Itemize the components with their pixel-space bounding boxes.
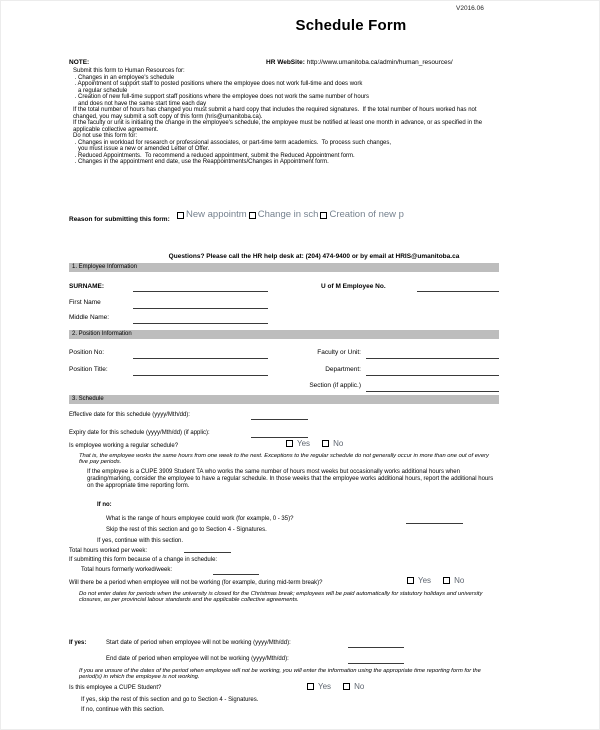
hr-website-line (266, 59, 453, 67)
section3-header: 3. Schedule (69, 395, 499, 404)
position-title-label: Position Title: (69, 366, 108, 373)
note-line: . Changes in the appointment end date, use the Reappointments/Changes in Appointment form. (73, 159, 329, 165)
first-name-field[interactable] (133, 300, 268, 309)
note-line: . Appointment of support staff to posted positions where the employee does not work full-time and does work (73, 81, 363, 87)
reason-new-appointment-checkbox[interactable] (177, 212, 184, 219)
note-line: . Changes in workload for research or professional associates, or part-time term academics. To process such changes, (73, 139, 392, 146)
nonworking-period-no-label: No (454, 576, 465, 585)
department-label: Department: (325, 366, 361, 373)
regular-schedule-yes-label: Yes (297, 439, 311, 448)
position-no-label: Position No: (69, 349, 105, 356)
cupe-student-yes-checkbox[interactable] (307, 683, 314, 690)
if-yes-continue-note: If yes, continue with this section. (97, 538, 184, 544)
note-line: . Changes in an employee's schedule (73, 74, 175, 81)
if-no-label: If no: (97, 502, 112, 508)
regular-schedule-options (286, 439, 343, 448)
reason-change-schedule-label: Change in sch (257, 209, 319, 220)
section1-header: 1. Employee Information (69, 263, 499, 272)
start-date-field[interactable] (348, 639, 404, 648)
cupe-ta-note: If the employee is a CUPE 3909 Student TA who works the same number of hours most weeks but occasionally works additional hours when grading/marking, consider the employee to have a regular schedule. In those weeks that the employee works additional hours, report the additional hours on the appropriate time reporting form. (87, 469, 494, 489)
page-title: Schedule Form (295, 17, 407, 34)
reason-change-schedule-checkbox[interactable] (249, 212, 256, 219)
position-title-field[interactable] (133, 367, 268, 376)
expiry-date-field[interactable] (251, 429, 308, 438)
start-date-label: Start date of period when employee will not be working (yyyy/Mth/dd): (106, 640, 291, 646)
note-line: . Creation of new full-time support staff positions where the employee does not work the same number of hours (73, 94, 370, 100)
cupe-no-note: If no, continue with this section. (81, 707, 165, 713)
note-line: Submit this form to Human Resources for: (73, 68, 185, 74)
end-date-label: End date of period when employee will not be working (yyyy/Mth/dd): (106, 656, 289, 662)
skip-note: Skip the rest of this section and go to Section 4 - Signatures. (106, 527, 267, 533)
total-hours-field[interactable] (184, 544, 231, 553)
section-field[interactable] (366, 383, 499, 392)
regular-schedule-yes-checkbox[interactable] (286, 440, 293, 447)
cupe-student-no-checkbox[interactable] (343, 683, 350, 690)
version-label: V2016.06 (456, 5, 484, 12)
middle-name-field[interactable] (133, 315, 268, 324)
nonworking-period-question: Will there be a period when employee will not be working (for example, during mid-term break)? (69, 580, 323, 586)
effective-date-label: Effective date for this schedule (yyyy/Mth/dd): (69, 412, 190, 418)
end-date-field[interactable] (348, 655, 404, 664)
nonworking-period-no-checkbox[interactable] (443, 577, 450, 584)
hr-website-url[interactable]: http://www.umanitoba.ca/admin/human_resources/ (306, 59, 453, 66)
reason-new-appointment-label: New appointm (186, 209, 247, 220)
hours-range-question: What is the range of hours employee could work (for example, 0 - 35)? (106, 516, 294, 522)
unsure-note: If you are unsure of the dates of the period when employee will not be working, you will enter the information using the appropriate time reporting form for the period(s) in which the employee is not working. (79, 668, 481, 681)
hr-website-label: HR WebSite: (266, 59, 305, 66)
nonworking-period-yes-checkbox[interactable] (407, 577, 414, 584)
if-yes-label: If yes: (69, 640, 87, 646)
questions-line: Questions? Please call the HR help desk at: (204) 474-9400 or by email at HRIS@umanitoba.ca (168, 253, 460, 260)
nonworking-period-options (407, 576, 464, 585)
reason-options (177, 210, 404, 220)
total-hours-label: Total hours worked per week: (69, 548, 148, 554)
hours-range-field[interactable] (406, 515, 463, 524)
faculty-unit-field[interactable] (366, 350, 499, 359)
note-line: If the faculty or unit is initiating the change in the employee's schedule, the employee must be notified at least one month in advance, or as specified in the (73, 120, 483, 126)
regular-schedule-no-label: No (333, 439, 344, 448)
former-hours-field[interactable] (213, 566, 259, 575)
note-line: Do not use this form for: (73, 133, 138, 139)
expiry-date-label: Expiry date for this schedule (yyyy/Mth/dd) (if applic): (69, 430, 210, 436)
note-label: NOTE: (69, 59, 90, 66)
cupe-student-yes-label: Yes (318, 682, 332, 691)
reason-label: Reason for submitting this form: (69, 216, 170, 223)
employee-no-label: U of M Employee No. (321, 283, 386, 290)
department-field[interactable] (366, 367, 499, 376)
cupe-student-question: Is this employee a CUPE Student? (69, 685, 162, 691)
change-in-schedule-label: If submitting this form because of a change in schedule: (69, 557, 218, 563)
note-line: applicable collective agreement. (73, 126, 159, 133)
regular-schedule-question: Is employee working a regular schedule? (69, 443, 179, 449)
middle-name-label: Middle Name: (69, 314, 110, 321)
nonworking-period-yes-label: Yes (418, 576, 432, 585)
cupe-yes-note: If yes, skip the rest of this section and go to Section 4 - Signatures. (81, 697, 259, 703)
note-line: . Reduced Appointments. To recommend a reduced appointment, submit the Reduced Appointment form. (73, 152, 355, 159)
regular-schedule-no-checkbox[interactable] (322, 440, 329, 447)
position-no-field[interactable] (133, 350, 268, 359)
note-line: a regular schedule (73, 87, 128, 94)
surname-label: SURNAME: (69, 283, 105, 290)
cupe-student-no-label: No (354, 682, 365, 691)
effective-date-field[interactable] (251, 411, 308, 420)
note-line: If the total number of hours has changed you must submit a hard copy that includes the required signatures. If the total number of hours worked has not (73, 107, 477, 113)
surname-field[interactable] (133, 283, 268, 292)
cupe-student-options (307, 682, 364, 691)
section2-header: 2. Position Information (69, 330, 499, 339)
employee-no-field[interactable] (417, 283, 499, 292)
note-line: and does not have the same start time each day (73, 100, 207, 107)
note-line: you must issue a new or amended Letter of Offer. (73, 146, 210, 152)
former-hours-label: Total hours formerly worked/week: (81, 567, 173, 573)
note-body (73, 68, 503, 166)
faculty-unit-label: Faculty or Unit: (317, 349, 361, 356)
note-line: changed, you may submit a soft copy of this form (hris@umanitoba.ca). (73, 113, 263, 120)
section-applic-label: Section (if applic.) (309, 382, 361, 389)
period-note: Do not enter dates for periods when the university is closed for the Christmas break; employees will be paid automatically for statutory holidays and university closures, as per provincial labour standards and the applicable collective agreements. (79, 591, 483, 604)
first-name-label: First Name (69, 299, 101, 306)
regular-schedule-note: That is, the employee works the same hours from one week to the next. Exceptions to the regular schedule do not generally occur in more than one out of every five pay periods. (79, 453, 489, 466)
reason-new-position-label: Creation of new p (329, 209, 404, 220)
reason-new-position-checkbox[interactable] (320, 212, 327, 219)
